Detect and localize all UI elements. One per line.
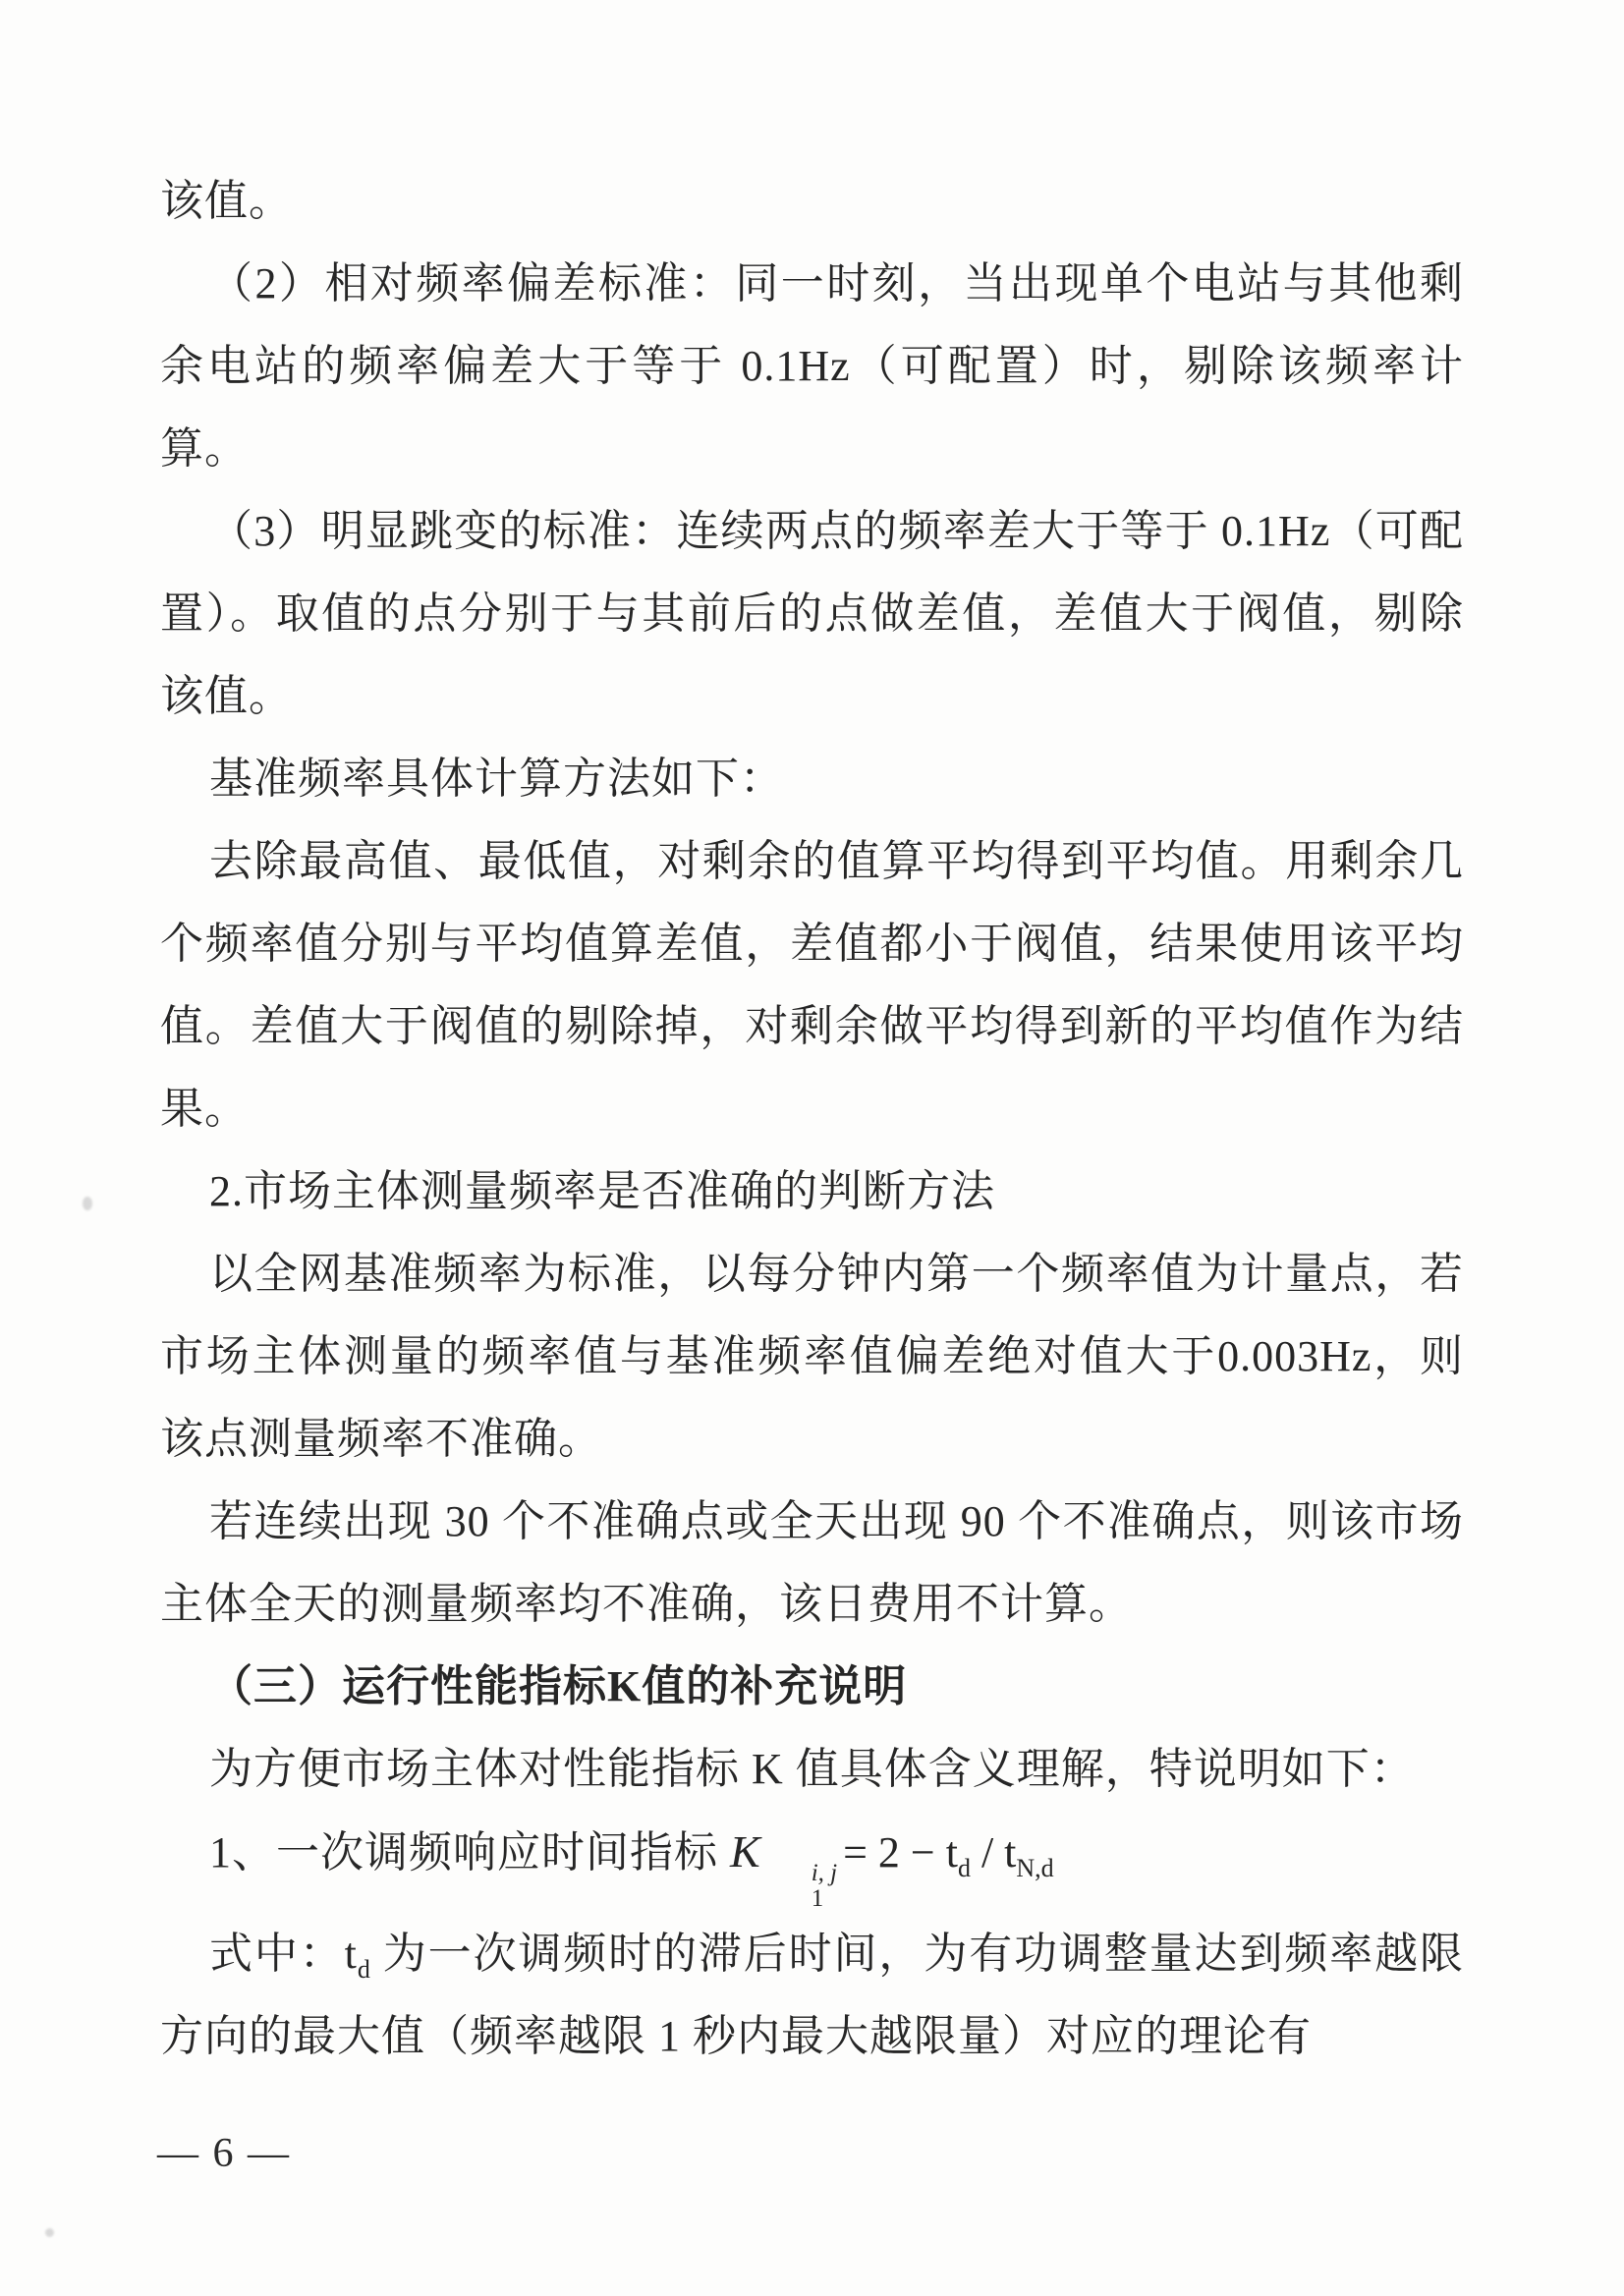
formula-rhs: = 2 − t bbox=[843, 1828, 958, 1876]
paragraph-formula bbox=[160, 1811, 1464, 1913]
section-heading-k-value: （三）运行性能指标K值的补充说明 bbox=[209, 1662, 908, 1710]
k1-formula bbox=[730, 1826, 1054, 1913]
page-number: — 6 — bbox=[157, 2131, 291, 2176]
explanation-td-subscript: d bbox=[357, 1954, 370, 1984]
formula-td-subscript: d bbox=[957, 1854, 971, 1882]
formula-divide: / t bbox=[970, 1828, 1017, 1876]
paragraph-continuation: 该值。 bbox=[160, 177, 293, 225]
formula-superscript: i, j bbox=[811, 1860, 838, 1886]
paragraph-jump-standard: （3）明显跳变的标准：连续两点的频率差大于等于 0.1Hz（可配置）。取值的点分别于与其前后的点做差值，差值大于阀值，剔除该值。 bbox=[160, 507, 1464, 720]
formula-tnd-subscript: N,d bbox=[1016, 1854, 1054, 1882]
scan-artifact bbox=[83, 1197, 92, 1210]
paragraph-k-value-intro: 为方便市场主体对性能指标 K 值具体含义理解，特说明如下： bbox=[209, 1745, 1415, 1793]
formula-subscript: 1 bbox=[811, 1885, 824, 1913]
explanation-lead: 式中：t bbox=[209, 1929, 358, 1978]
paragraph-averaging-method: 去除最高值、最低值，对剩余的值算平均得到平均值。用剩余几个频率值分别与平均值算差值，差值都小于阀值，结果使用该平均值。差值大于阀值的剔除掉，对剩余做平均得到新的平均值作为结果。 bbox=[160, 837, 1464, 1133]
scan-artifact bbox=[45, 2228, 54, 2237]
paragraph-accuracy-criteria: 以全网基准频率为标准，以每分钟内第一个频率值为计量点，若市场主体测量的频率值与基准频率值偏差绝对值大于0.003Hz，则该点测量频率不准确。 bbox=[160, 1250, 1464, 1463]
explanation-body: 为一次调频时的滞后时间，为有功调整量达到频率越限方向的最大值（频率越限 1 秒内最大越限量）对应的理论有 bbox=[160, 1929, 1464, 2060]
formula-variable-k: K bbox=[730, 1826, 760, 1876]
paragraph-formula-explanation bbox=[160, 1913, 1464, 2078]
paragraph-base-frequency-method-intro: 基准频率具体计算方法如下： bbox=[209, 755, 784, 803]
paragraph-inaccurate-points-rule: 若连续出现 30 个不准确点或全天出现 90 个不准确点，则该市场主体全天的测量频率均不准确，该日费用不计算。 bbox=[160, 1497, 1464, 1628]
document-body bbox=[160, 160, 1464, 2078]
paragraph-relative-deviation-standard: （2）相对频率偏差标准：同一时刻，当出现单个电站与其他剩余电站的频率偏差大于等于 0.1Hz（可配置）时，剔除该频率计算。 bbox=[160, 259, 1464, 473]
formula-k-scripts bbox=[762, 1861, 837, 1913]
paragraph-accuracy-judgement-title: 2.市场主体测量频率是否准确的判断方法 bbox=[209, 1167, 995, 1215]
formula-lead-text: 1、一次调频响应时间指标 bbox=[209, 1828, 730, 1876]
